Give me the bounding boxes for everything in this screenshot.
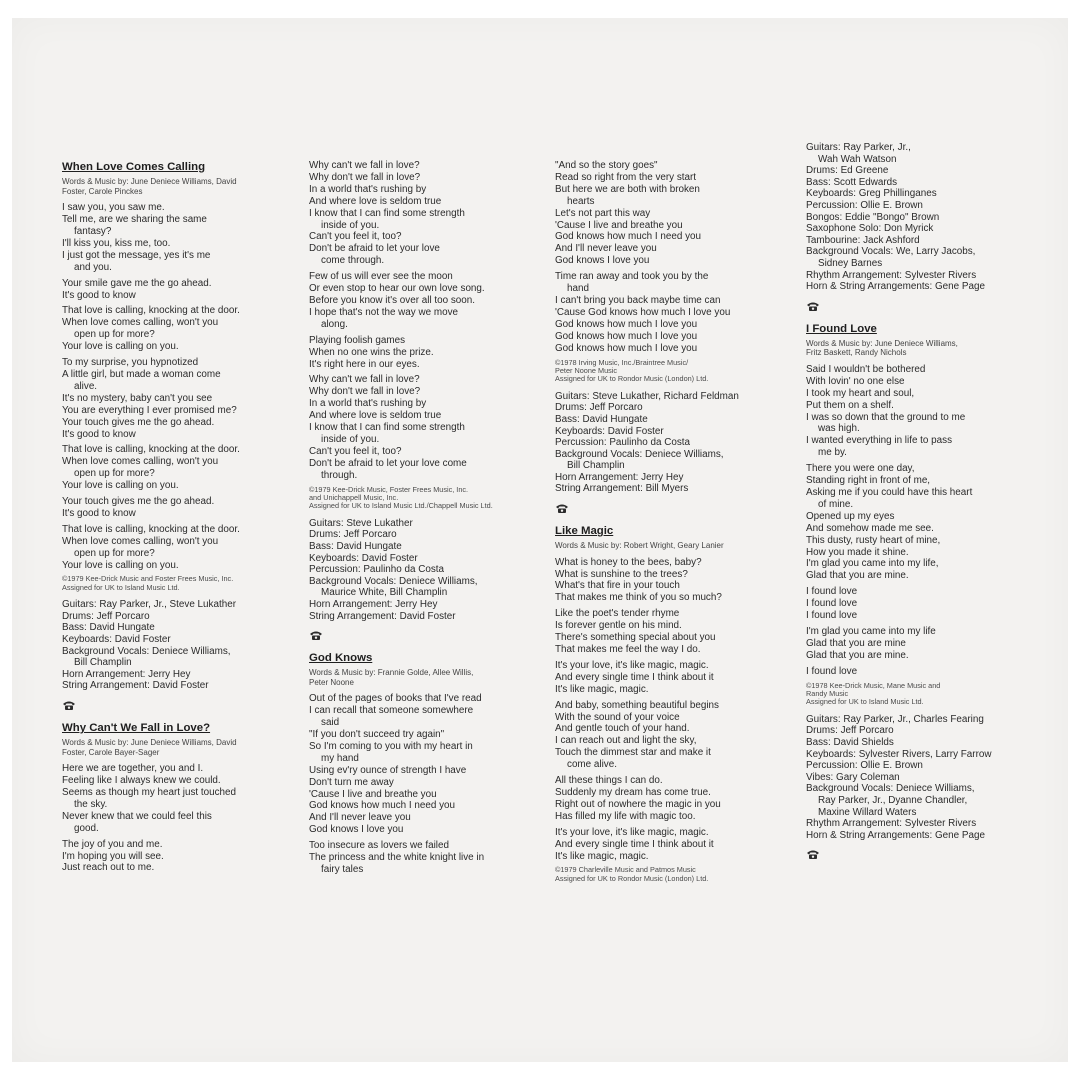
text-line: Foster, Carole Pinckes — [62, 186, 143, 196]
lyric-line: That makes me think of you so much? — [555, 592, 722, 604]
lyric-line: Why don't we fall in love? — [309, 171, 421, 183]
lyric-line: There's something special about you — [555, 632, 716, 644]
lyric-line: I'm glad you came into my life — [806, 625, 936, 637]
credit-line: Background Vocals: Deniece Williams, — [62, 645, 231, 657]
lyric-line: Don't be afraid to let your love — [309, 243, 440, 255]
lyric-line: I'm hoping you will see. — [62, 850, 164, 862]
lyric-line: I just got the message, yes it's me — [62, 249, 211, 261]
text-line: ©1979 Charleville Music and Patmos Music — [555, 865, 696, 875]
text-line: Assigned for UK to Rondor Music (London) Ltd. — [555, 374, 709, 384]
lyric-line: God knows how much I love you — [555, 318, 698, 330]
credit-line: Guitars: Steve Lukather, Richard Feldman — [555, 390, 739, 402]
lyric-line: There you were one day, — [806, 463, 915, 475]
credit-line: Bass: David Shields — [806, 736, 894, 748]
credit-line: Saxophone Solo: Don Myrick — [806, 223, 934, 235]
lyric-line: And every single time I think about it — [555, 671, 714, 683]
credit-line: Ray Parker, Jr., Dyanne Chandler, — [818, 794, 968, 806]
lyric-line: Too insecure as lovers we failed — [309, 840, 449, 852]
lyric-line: Like the poet's tender rhyme — [555, 608, 680, 620]
lyrics — [309, 693, 547, 876]
credit-line: String Arrangement: David Foster — [62, 680, 209, 692]
musician-credits — [309, 518, 547, 622]
copyright-notice — [309, 486, 547, 511]
lyric-line: said — [321, 717, 340, 729]
lyric-line: was high. — [818, 423, 860, 435]
lyric-line: God knows how much I need you — [309, 800, 456, 812]
lyric-line: That makes me feel the way I do. — [555, 644, 701, 655]
credit-line: Sidney Barnes — [818, 257, 883, 269]
lyric-line: Said I wouldn't be bothered — [806, 363, 926, 375]
credit-line: Keyboards: David Foster — [555, 425, 664, 437]
telephone-icon — [309, 630, 323, 641]
lyric-line: Why can't we fall in love? — [309, 160, 420, 171]
copyright-notice — [806, 682, 1044, 707]
lyric-line: of mine. — [818, 498, 854, 510]
credit-line: Bass: David Hungate — [309, 540, 402, 552]
musician-credits — [806, 714, 1044, 842]
text-line: Assigned for UK to Island Music Ltd./Chappell Music Ltd. — [309, 501, 493, 511]
lyric-line: inside of you. — [321, 433, 380, 445]
text-line: ©1978 Irving Music, Inc./Braintree Music/ — [555, 357, 689, 367]
column-3 — [555, 160, 791, 890]
lyric-line: Why don't we fall in love? — [309, 386, 421, 398]
text-line: Assigned for UK to Rondor Music (London) Ltd. — [555, 873, 709, 883]
lyric-line: And where love is seldom true — [309, 410, 442, 422]
lyric-line: It's no mystery, baby can't you see — [62, 392, 213, 404]
lyric-line: It's like magic, magic. — [555, 850, 649, 862]
lyric-line: I found love — [806, 665, 858, 677]
lyrics — [309, 160, 547, 482]
lyric-line: I found love — [806, 586, 858, 598]
text-line: Words & Music by: June Deniece Williams, — [806, 338, 958, 348]
lyric-line: When love comes calling, won't you — [62, 456, 219, 468]
credit-line: Background Vocals: Deniece Williams, — [309, 575, 478, 587]
credit-line: Horn Arrangement: Jerry Hey — [309, 598, 438, 610]
song-title: God Knows — [309, 652, 373, 665]
stanza — [62, 763, 294, 834]
lyric-line: When love comes calling, won't you — [62, 535, 219, 547]
credit-line: Rhythm Arrangement: Sylvester Rivers — [806, 818, 977, 830]
telephone-icon — [806, 301, 820, 312]
lyric-line: Your love is calling on you. — [62, 559, 179, 571]
lyric-line: I hope that's not the way we move — [309, 306, 458, 318]
lyric-line: Touch the dimmest star and make it — [555, 747, 711, 759]
songwriter-credit — [309, 668, 547, 687]
lyric-line: Your smile gave me the go ahead. — [62, 277, 212, 289]
lyric-line: And I'll never leave you — [555, 243, 657, 255]
lyric-line: I know that I can find some strength — [309, 422, 465, 434]
text-line: ©1979 Kee-Drick Music and Foster Frees Music, Inc. — [62, 574, 234, 584]
lyrics — [806, 364, 1044, 678]
lyric-line: God knows how much I love you — [555, 342, 698, 354]
credit-line: Guitars: Ray Parker, Jr., — [806, 142, 911, 153]
credit-line: Guitars: Ray Parker, Jr., Charles Fearing — [806, 713, 984, 725]
credit-line: Keyboards: David Foster — [62, 634, 171, 646]
lyric-line: Don't be afraid to let your love come — [309, 457, 467, 469]
lyric-line: Out of the pages of books that I've read — [309, 693, 482, 705]
credit-line: Keyboards: Sylvester Rivers, Larry Farrow — [806, 748, 992, 760]
column-2 — [309, 160, 547, 880]
lyric-line: come alive. — [567, 759, 617, 771]
stanza — [62, 202, 294, 273]
lyric-line: God knows how much I need you — [555, 231, 702, 243]
text-line: Assigned for UK to Island Music Ltd. — [806, 697, 924, 707]
credit-line: Horn Arrangement: Jerry Hey — [555, 471, 684, 483]
text-line: Randy Music — [806, 688, 849, 698]
credit-line: Bass: Scott Edwards — [806, 176, 898, 188]
lyric-line: Right out of nowhere the magic in you — [555, 798, 721, 810]
songwriter-credit — [62, 738, 294, 757]
lyric-line: It's good to know — [62, 289, 136, 301]
credit-line: Guitars: Steve Lukather — [309, 517, 413, 529]
column-4 — [806, 142, 1044, 870]
lyric-line: Let's not part this way — [555, 207, 651, 219]
credit-line: Horn & String Arrangements: Gene Page — [806, 281, 985, 293]
lyrics — [555, 160, 791, 355]
credit-line: Background Vocals: We, Larry Jacobs, — [806, 246, 976, 258]
lyric-line: I can recall that someone somewhere — [309, 705, 474, 717]
copyright-notice — [62, 575, 294, 592]
lyric-line: What is honey to the bees, baby? — [555, 556, 702, 568]
credit-line: Background Vocals: Deniece Williams, — [806, 783, 975, 795]
text-line: Peter Noone Music — [555, 365, 618, 375]
lyric-line: Seems as though my heart just touched — [62, 787, 237, 799]
telephone-icon — [555, 503, 569, 514]
stanza — [62, 357, 294, 440]
lyric-line: The princess and the white knight live in — [309, 852, 485, 864]
lyric-line: through. — [321, 469, 358, 481]
credit-line: Drums: Jeff Porcaro — [806, 725, 894, 737]
musician-credits — [555, 391, 791, 495]
lyric-line: Glad that you are mine. — [806, 649, 909, 661]
stanza — [62, 305, 294, 353]
lyric-line: But here we are both with broken — [555, 183, 700, 195]
lyric-line: Your love is calling on you. — [62, 480, 179, 492]
lyric-line: Put them on a shelf. — [806, 399, 894, 411]
telephone-icon — [62, 700, 76, 711]
lyric-line: Why can't we fall in love? — [309, 374, 420, 386]
lyric-line: In a world that's rushing by — [309, 398, 427, 410]
lyric-line: That love is calling, knocking at the door. — [62, 444, 240, 456]
songwriter-credit — [555, 541, 791, 551]
credit-line: Background Vocals: Deniece Williams, — [555, 448, 724, 460]
credit-line: Maurice White, Bill Champlin — [321, 587, 448, 599]
lyric-line: I found love — [806, 598, 858, 610]
lyric-line: Asking me if you could have this heart — [806, 486, 973, 498]
lyric-line: I took my heart and soul, — [806, 387, 915, 399]
lyric-line: It's your love, it's like magic, magic. — [555, 659, 709, 671]
lyric-line: What's that fire in your touch — [555, 580, 680, 592]
lyric-line: And I'll never leave you — [309, 812, 411, 824]
lyric-line: And somehow made me see. — [806, 522, 934, 534]
lyric-line: That love is calling, knocking at the door. — [62, 523, 240, 535]
lyric-line: along. — [321, 318, 348, 330]
lyric-line: A little girl, but made a woman come — [62, 368, 221, 380]
credit-line: Bill Champlin — [74, 657, 132, 669]
stanza — [62, 524, 294, 572]
credit-line: String Arrangement: David Foster — [309, 610, 456, 622]
lyric-line: me by. — [818, 447, 847, 459]
lyric-line: It's like magic, magic. — [555, 683, 649, 695]
column-1 — [62, 160, 294, 878]
lyric-line: Tell me, are we sharing the same — [62, 214, 207, 226]
stanza — [309, 840, 547, 876]
credit-line: String Arrangement: Bill Myers — [555, 483, 689, 495]
lyric-line: inside of you. — [321, 219, 380, 231]
stanza — [806, 586, 1044, 622]
lyric-line: open up for more? — [74, 468, 155, 480]
lyrics — [62, 763, 294, 874]
credit-line: Vibes: Gary Coleman — [806, 771, 900, 783]
lyric-line: Can't you feel it, too? — [309, 231, 402, 243]
text-line: ©1979 Kee-Drick Music, Foster Frees Music, Inc. — [309, 484, 469, 494]
text-line: Peter Noone — [309, 677, 354, 687]
lyric-line: It's good to know — [62, 428, 136, 440]
telephone-icon — [806, 849, 820, 860]
lyric-line: God knows I love you — [309, 824, 404, 836]
credit-line: Percussion: Paulinho da Costa — [309, 564, 445, 576]
stanza — [62, 496, 294, 520]
lyric-line: Few of us will ever see the moon — [309, 271, 453, 283]
stanza — [806, 463, 1044, 582]
lyric-line: hearts — [567, 195, 595, 207]
lyric-line: Your touch gives me the go ahead. — [62, 496, 215, 508]
lyric-line: Glad that you are mine — [806, 637, 906, 649]
lyric-line: To my surprise, you hypnotized — [62, 357, 199, 369]
credit-line: Drums: Jeff Porcaro — [62, 610, 150, 622]
lyric-line: Never knew that we could feel this — [62, 810, 212, 822]
lyrics — [62, 202, 294, 571]
musician-credits — [62, 599, 294, 692]
lyric-line: Feeling like I always knew we could. — [62, 775, 221, 787]
text-line: Words & Music by: June Deniece Williams, David — [62, 738, 237, 748]
text-line: Words & Music by: Robert Wright, Geary Lanier — [555, 541, 724, 551]
lyric-line: 'Cause I live and breathe you — [309, 788, 437, 800]
stanza — [555, 160, 791, 267]
credit-line: Wah Wah Watson — [818, 153, 897, 165]
lyric-line: Using ev'ry ounce of strength I have — [309, 764, 467, 776]
lyric-line: You are everything I ever promised me? — [62, 404, 237, 416]
lyric-line: All these things I can do. — [555, 775, 663, 787]
text-line: Fritz Baskett, Randy Nichols — [806, 348, 907, 358]
lyric-line: fantasy? — [74, 226, 112, 237]
lyric-line: Or even stop to hear our own love song. — [309, 283, 485, 295]
copyright-notice — [555, 866, 791, 883]
credit-line: Percussion: Ollie E. Brown — [806, 760, 923, 772]
lyric-line: Don't turn me away — [309, 776, 394, 788]
lyric-line: When love comes calling, won't you — [62, 317, 219, 329]
songwriter-credit — [806, 339, 1044, 358]
songwriter-credit — [62, 177, 294, 196]
credit-line: Keyboards: Greg Phillinganes — [806, 188, 937, 200]
credit-line: Maxine Willard Waters — [818, 806, 917, 818]
lyric-line: I can reach out and light the sky, — [555, 735, 697, 747]
lyric-line: God knows I love you — [555, 255, 650, 267]
lyric-line: When no one wins the prize. — [309, 346, 434, 358]
credit-line: Tambourine: Jack Ashford — [806, 234, 920, 246]
stanza — [806, 666, 1044, 678]
credit-line: Horn & String Arrangements: Gene Page — [806, 829, 985, 841]
text-line: Assigned for UK to Island Music Ltd. — [62, 582, 180, 592]
lyric-sheet-page — [12, 18, 1068, 1062]
lyric-line: fairy tales — [321, 864, 364, 875]
stanza — [555, 700, 791, 771]
lyric-line: 'Cause God knows how much I love you — [555, 306, 731, 318]
song-title: I Found Love — [806, 322, 877, 335]
stanza — [555, 775, 791, 823]
lyric-line: Playing foolish games — [309, 334, 406, 346]
stanza — [62, 839, 294, 875]
text-line: Words & Music by: Frannie Golde, Allee Willis, — [309, 668, 474, 678]
lyric-line: And every single time I think about it — [555, 838, 714, 850]
lyric-line: Is forever gentle on his mind. — [555, 620, 682, 632]
lyric-line: I wanted everything in life to pass — [806, 435, 953, 447]
lyric-line: open up for more? — [74, 547, 155, 559]
lyric-line: my hand — [321, 752, 359, 764]
stanza — [555, 827, 791, 863]
lyric-line: Your touch gives me the go ahead. — [62, 416, 215, 428]
lyric-line: The joy of you and me. — [62, 838, 163, 850]
stanza — [309, 335, 547, 371]
stanza — [555, 608, 791, 656]
stanza — [555, 557, 791, 605]
musician-credits — [806, 142, 1044, 293]
lyrics — [555, 557, 791, 863]
text-line: and Unichappell Music, Inc. — [309, 492, 399, 502]
lyric-line: I know that I can find some strength — [309, 207, 465, 219]
lyric-line: It's your love, it's like magic, magic. — [555, 826, 709, 838]
copyright-notice — [555, 359, 791, 384]
credit-line: Drums: Ed Greene — [806, 165, 889, 177]
lyric-line: Before you know it's over all too soon. — [309, 294, 476, 306]
lyric-line: Just reach out to me. — [62, 862, 155, 874]
stanza — [555, 660, 791, 696]
lyric-line: Standing right in front of me, — [806, 475, 931, 487]
lyric-line: Can't you feel it, too? — [309, 445, 402, 457]
lyric-line: Opened up my eyes — [806, 510, 895, 522]
stanza — [309, 374, 547, 481]
credit-line: Horn Arrangement: Jerry Hey — [62, 668, 191, 680]
credit-line: Percussion: Paulinho da Costa — [555, 437, 691, 449]
lyric-line: Time ran away and took you by the — [555, 271, 709, 283]
lyric-line: I'm glad you came into my life, — [806, 558, 939, 570]
lyric-line: good. — [74, 822, 99, 834]
lyric-line: "If you don't succeed try again" — [309, 729, 445, 741]
lyric-line: come through. — [321, 255, 385, 267]
lyric-line: I found love — [806, 610, 858, 622]
stanza — [62, 444, 294, 492]
lyric-line: Has filled my life with magic too. — [555, 810, 696, 822]
lyric-line: alive. — [74, 380, 98, 392]
lyric-line: That love is calling, knocking at the door. — [62, 305, 240, 317]
credit-line: Guitars: Ray Parker, Jr., Steve Lukather — [62, 599, 236, 611]
lyric-line: How you made it shine. — [806, 546, 909, 558]
song-title: Like Magic — [555, 525, 614, 538]
lyric-line: In a world that's rushing by — [309, 183, 427, 195]
song-title: Why Can't We Fall in Love? — [62, 722, 211, 735]
song-title: When Love Comes Calling — [62, 161, 206, 173]
lyric-line: I was so down that the ground to me — [806, 411, 966, 423]
lyric-line: 'Cause I live and breathe you — [555, 219, 683, 231]
lyric-line: It's good to know — [62, 507, 136, 519]
text-line: Foster, Carole Bayer-Sager — [62, 747, 160, 757]
lyric-line: What is sunshine to the trees? — [555, 568, 688, 580]
lyric-line: and you. — [74, 261, 112, 273]
lyric-line: I'll kiss you, kiss me, too. — [62, 237, 171, 249]
lyric-line: So I'm coming to you with my heart in — [309, 740, 473, 752]
credit-line: Drums: Jeff Porcaro — [309, 529, 397, 541]
stanza — [806, 364, 1044, 459]
lyric-line: I can't bring you back maybe time can — [555, 294, 721, 306]
credit-line: Drums: Jeff Porcaro — [555, 402, 643, 414]
credit-line: Keyboards: David Foster — [309, 552, 418, 564]
lyric-line: Suddenly my dream has come true. — [555, 786, 711, 798]
credit-line: Bongos: Eddie "Bongo" Brown — [806, 211, 940, 223]
credit-line: Bass: David Hungate — [555, 413, 648, 425]
lyric-line: hand — [567, 283, 589, 295]
lyric-line: This dusty, rusty heart of mine, — [806, 534, 941, 546]
lyric-line: open up for more? — [74, 329, 155, 341]
stanza — [309, 271, 547, 331]
lyric-line: And baby, something beautiful begins — [555, 699, 719, 711]
lyric-line: Glad that you are mine. — [806, 570, 909, 582]
lyric-line: "And so the story goes" — [555, 160, 658, 171]
text-line: ©1978 Kee-Drick Music, Mane Music and — [806, 680, 941, 690]
stanza — [309, 693, 547, 836]
lyric-line: And where love is seldom true — [309, 195, 442, 207]
stanza — [806, 626, 1044, 662]
lyric-line: Here we are together, you and I. — [62, 763, 204, 775]
lyric-line: Read so right from the very start — [555, 171, 697, 183]
stanza — [309, 160, 547, 267]
lyric-line: God knows how much I love you — [555, 330, 698, 342]
credit-line: Bill Champlin — [567, 460, 625, 472]
lyric-line: Your love is calling on you. — [62, 341, 179, 353]
lyric-line: With the sound of your voice — [555, 711, 680, 723]
lyric-line: It's right here in our eyes. — [309, 358, 420, 370]
credit-line: Percussion: Ollie E. Brown — [806, 199, 923, 211]
text-line: Words & Music by: June Deniece Williams, David — [62, 177, 237, 186]
credit-line: Rhythm Arrangement: Sylvester Rivers — [806, 269, 977, 281]
lyric-line: I saw you, you saw me. — [62, 202, 165, 214]
lyric-line: the sky. — [74, 798, 108, 810]
credit-line: Bass: David Hungate — [62, 622, 155, 634]
lyric-line: With lovin' no one else — [806, 375, 905, 387]
stanza — [555, 271, 791, 354]
lyric-line: And gentle touch of your hand. — [555, 723, 690, 735]
stanza — [62, 278, 294, 302]
